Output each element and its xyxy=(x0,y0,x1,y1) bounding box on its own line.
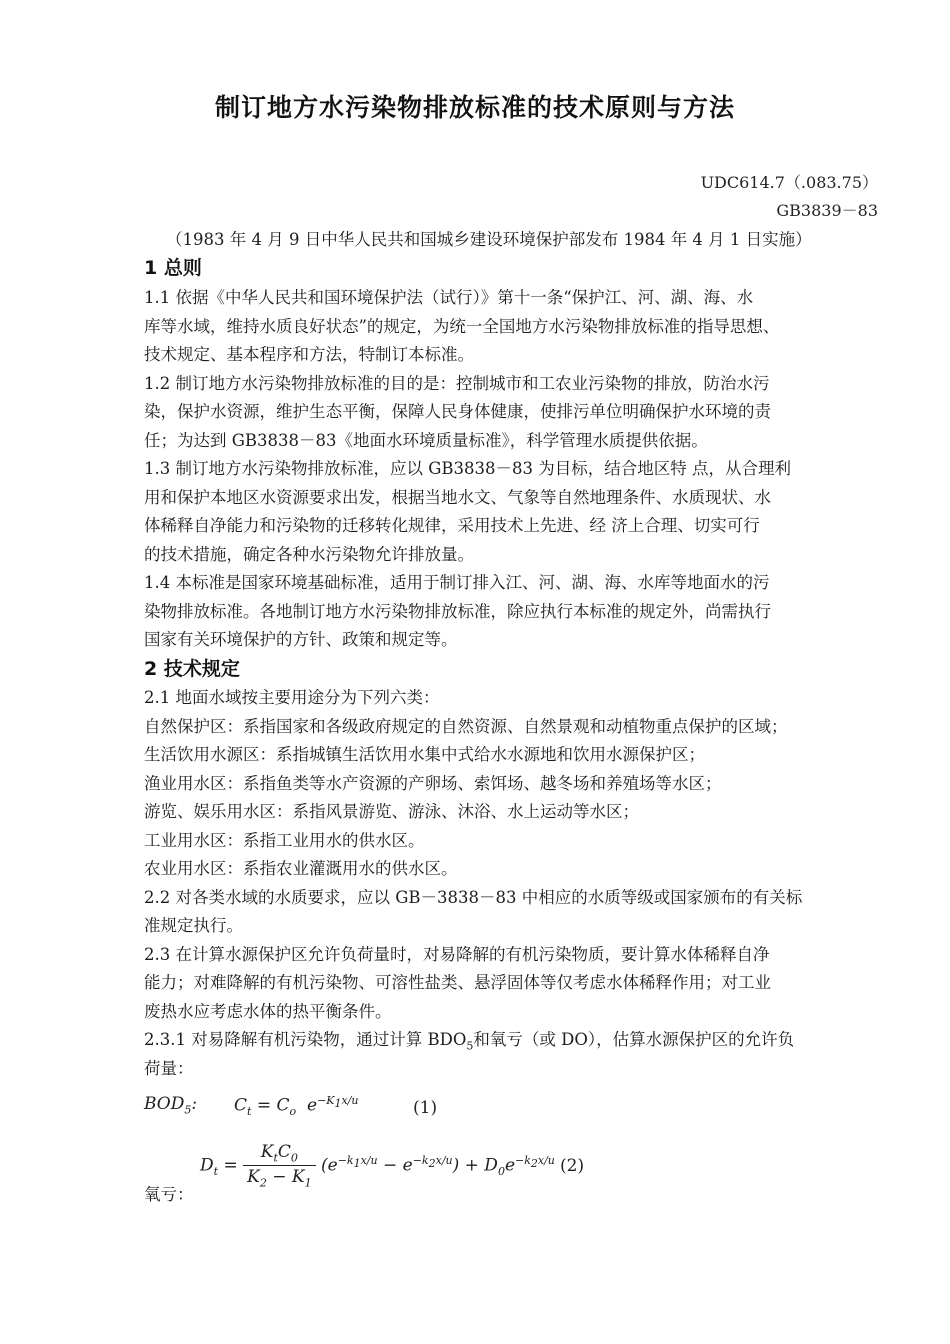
paragraph-line: 技术规定、基本程序和方法，特制订本标准。 xyxy=(144,345,474,364)
page-title: 制订地方水污染物排放标准的技术原则与方法 xyxy=(214,93,735,122)
paragraph-line: 能力；对难降解的有机污染物、可溶性盐类、悬浮固体等仅考虑水体稀释作用；对工业 xyxy=(144,973,771,992)
paragraph-line: 农业用水区：系指农业灌溉用水的供水区。 xyxy=(144,859,458,878)
paragraph-line: 2.3 在计算水源保护区允许负荷量时，对易降解的有机污染物质，要计算水体稀释自净 xyxy=(144,945,770,964)
section-2-heading: 2 技术规定 xyxy=(144,658,240,680)
paragraph-line: 国家有关环境保护的方针、政策和规定等。 xyxy=(144,630,458,649)
paragraph-line: 染，保护水资源，维护生态平衡，保障人民身体健康，使排污单位明确保护水环境的责 xyxy=(144,402,771,421)
paragraph-line: 渔业用水区：系指鱼类等水产资源的产卵场、索饵场、越冬场和养殖场等水区； xyxy=(144,774,722,793)
gb-code: GB3839－83 xyxy=(776,201,878,220)
paragraph-line: 体稀释自净能力和污染物的迁移转化规律，采用技术上先进、经 济上合理、切实可行 xyxy=(144,516,760,535)
paragraph-line: 荷量： xyxy=(144,1059,194,1078)
udc-code: UDC614.7（.083.75） xyxy=(700,173,878,192)
paragraph-line: 任；为达到 GB3838－83《地面水环境质量标准》，科学管理水质提供依据。 xyxy=(144,431,708,450)
paragraph-line: 1.2 制订地方水污染物排放标准的目的是：控制城市和工农业污染物的排放，防治水污 xyxy=(144,374,770,393)
paragraph-line: 1.3 制订地方水污染物排放标准，应以 GB3838－83 为目标，结合地区特 点，从合理利 xyxy=(144,459,792,478)
paragraph-line: 用和保护本地区水资源要求出发，根据当地水文、气象等自然地理条件、水质现状、水 xyxy=(144,488,771,507)
paragraph-line: 1.4 本标准是国家环境基础标准，适用于制订排入江、河、湖、海、水库等地面水的污 xyxy=(144,573,770,592)
paragraph-line: 工业用水区：系指工业用水的供水区。 xyxy=(144,831,425,850)
paragraph-line: 2.3.1 对易降解有机污染物，通过计算 $BDO_5$和氧亏（或 DO），估算水源保护区的允许负 xyxy=(144,1030,795,1053)
formula-1: $C_t = C_o$ $e^{-K_1x/u}$ xyxy=(234,1094,359,1119)
paragraph-line: 废热水应考虑水体的热平衡条件。 xyxy=(144,1002,392,1021)
section-1-heading: 1 总则 xyxy=(144,257,202,279)
paragraph-line: 1.1 依据《中华人民共和国环境保护法（试行）》第十一条“保护江、河、湖、海、水 xyxy=(144,288,754,307)
formula-2-fraction: $\frac{K_tC_0}{K_2 - K_1}$ xyxy=(243,1142,315,1190)
paragraph-line: 2.1 地面水域按主要用途分为下列六类： xyxy=(144,688,440,707)
paragraph-line: 染物排放标准。各地制订地方水污染物排放标准，除应执行本标准的规定外，尚需执行 xyxy=(144,602,771,621)
paragraph-line: 库等水域，维持水质良好状态”的规定，为统一全国地方水污染物排放标准的指导思想、 xyxy=(144,317,780,336)
paragraph-line: 自然保护区：系指国家和各级政府规定的自然资源、自然景观和动植物重点保护的区域； xyxy=(144,717,788,736)
formula-1-label: $BOD_5$: xyxy=(144,1094,198,1117)
formula-2-label: 氧亏： xyxy=(144,1185,194,1204)
paragraph-line: 2.2 对各类水域的水质要求，应以 GB－3838－83 中相应的水质等级或国家颁布的有关标 xyxy=(144,888,803,907)
formula-2: $D_t$ = $\frac{K_tC_0}{K_2 - K_1}$ $(e^{-k_1x/u} - e^{-k_2x/u}) + D_0e^{-k_2x/u}$ xyxy=(200,1142,555,1190)
equation-number-2: (2) xyxy=(560,1156,585,1176)
equation-number-1: (1) xyxy=(413,1098,438,1118)
paragraph-line: 生活饮用水源区：系指城镇生活饮用水集中式给水水源地和饮用水源保护区； xyxy=(144,745,705,764)
issue-note: （1983 年 4 月 9 日中华人民共和国城乡建设环境保护部发布 1984 年 4 月 1 日实施） xyxy=(166,230,812,249)
paragraph-line: 的技术措施，确定各种水污染物允许排放量。 xyxy=(144,545,474,564)
paragraph-line: 游览、娱乐用水区：系指风景游览、游泳、沐浴、水上运动等水区； xyxy=(144,802,639,821)
paragraph-line: 准规定执行。 xyxy=(144,916,243,935)
